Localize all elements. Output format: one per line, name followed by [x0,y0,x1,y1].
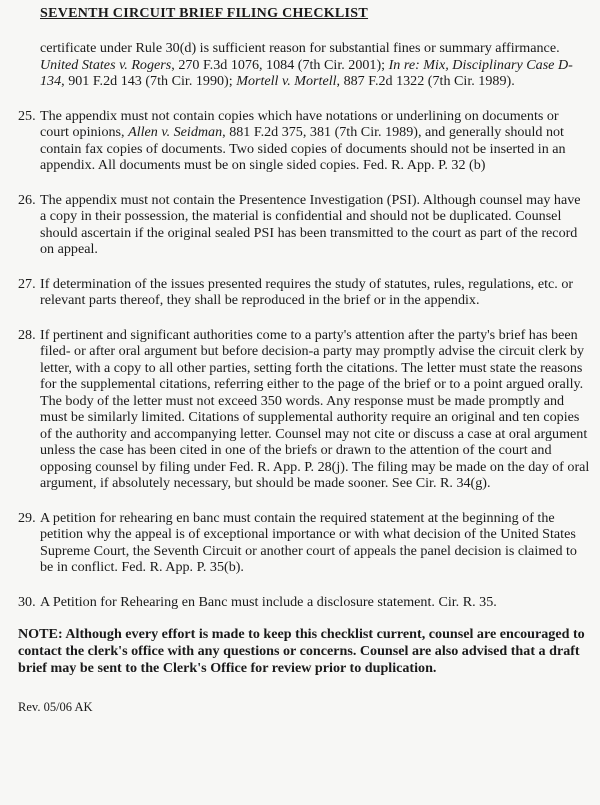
item-text: The appendix must not contain the Presentence Investigation (PSI). Although counsel may have a copy in their possession, the material is confidential and should not be duplicated. Counsel should ascertain if the original sealed PSI has been transmitted to the court as part of the record on appeal. [40,191,581,257]
item-number: 30. [18,593,36,610]
checklist-item-30 [18,594,590,611]
item-text: , 881 F.2d 375, 381 (7th Cir. 1989), and generally should not contain fax copies of documents. Two sided copies of documents should not be inserted in an appendix. All documents must be on single sided copies. Fed. R. App. P. 32 (b) [40,124,566,173]
item-text: If determination of the issues presented requires the study of statutes, rules, regulations, etc. or relevant parts thereof, they shall be reproduced in the brief or in the appendix. [40,275,574,308]
case-citation: United States v. Rogers [40,56,172,73]
paragraph-text: certificate under Rule 30(d) is sufficient reason for substantial fines or summary affirmance. [40,40,560,56]
item-number: 26. [18,191,36,208]
item-text: If pertinent and significant authorities come to a party's attention after the party's brief has been filed- or after oral argument but before decision-a party may promptly advise the circuit clerk by letter, with a copy to all other parties, setting forth the citations. The letter must state the reasons for the supplemental citations, referring either to the page of the brief or to a point argued orally. The body of the letter must not exceed 350 words. Any response must be made promptly and must be similarly limited. Citations of supplemental authority require an original and ten copies of the authority and accompanying letter. Counsel may not cite or discuss a case at oral argument unless the case has been cited in one of the briefs or drawn to the attention of the court and opposing counsel by filing under Fed. R. App. P. 28(j). The filing may be made on the day of oral argument, if absolutely necessary, but should be made sooner. See Cir. R. 34(g). [40,326,590,491]
case-citation: In re: Mix, Disciplinary Case D-134 [40,56,573,89]
paragraph-text: , 901 F.2d 143 (7th Cir. 1990); [61,73,237,89]
checklist-body [18,40,590,716]
checklist-item-27 [18,276,590,309]
item-number: 28. [18,326,36,343]
item-number: 29. [18,509,36,526]
checklist-item-26 [18,192,590,258]
continuation-paragraph [40,40,590,90]
paragraph-text: , 887 F.2d 1322 (7th Cir. 1989). [336,73,515,89]
checklist-item-29 [18,510,590,576]
note-paragraph: NOTE: Although every effort is made to keep this checklist current, counsel are encouraged to contact the clerk's office with any questions or concerns. Counsel are also advised that a draft brief may be sent to the Clerk's Office for review prior to duplication. [18,626,585,676]
revision-label: Rev. 05/06 AK [18,700,93,714]
checklist-item-28 [18,327,590,492]
item-text: The appendix must not contain copies which have notations or underlining on documents or court opinions, [40,107,559,140]
checklist-item-25 [18,108,590,174]
item-text: A Petition for Rehearing en Banc must include a disclosure statement. Cir. R. 35. [40,593,497,610]
page-title: SEVENTH CIRCUIT BRIEF FILING CHECKLIST [40,6,369,21]
paragraph-text: , 270 F.3d 1076, 1084 (7th Cir. 2001); [171,56,389,73]
case-citation: Mortell v. Mortell [236,73,337,89]
item-number: 27. [18,275,36,292]
item-number: 25. [18,107,36,124]
item-text: A petition for rehearing en banc must contain the required statement at the beginning of the petition why the appeal is of exceptional importance or with what decision of the United States Supreme Court, the Seventh Circuit or another court of appeals the panel decision is claimed to be in conflict. Fed. R. App. P. 35(b). [40,509,577,575]
case-citation: Allen v. Seidman [128,124,223,140]
